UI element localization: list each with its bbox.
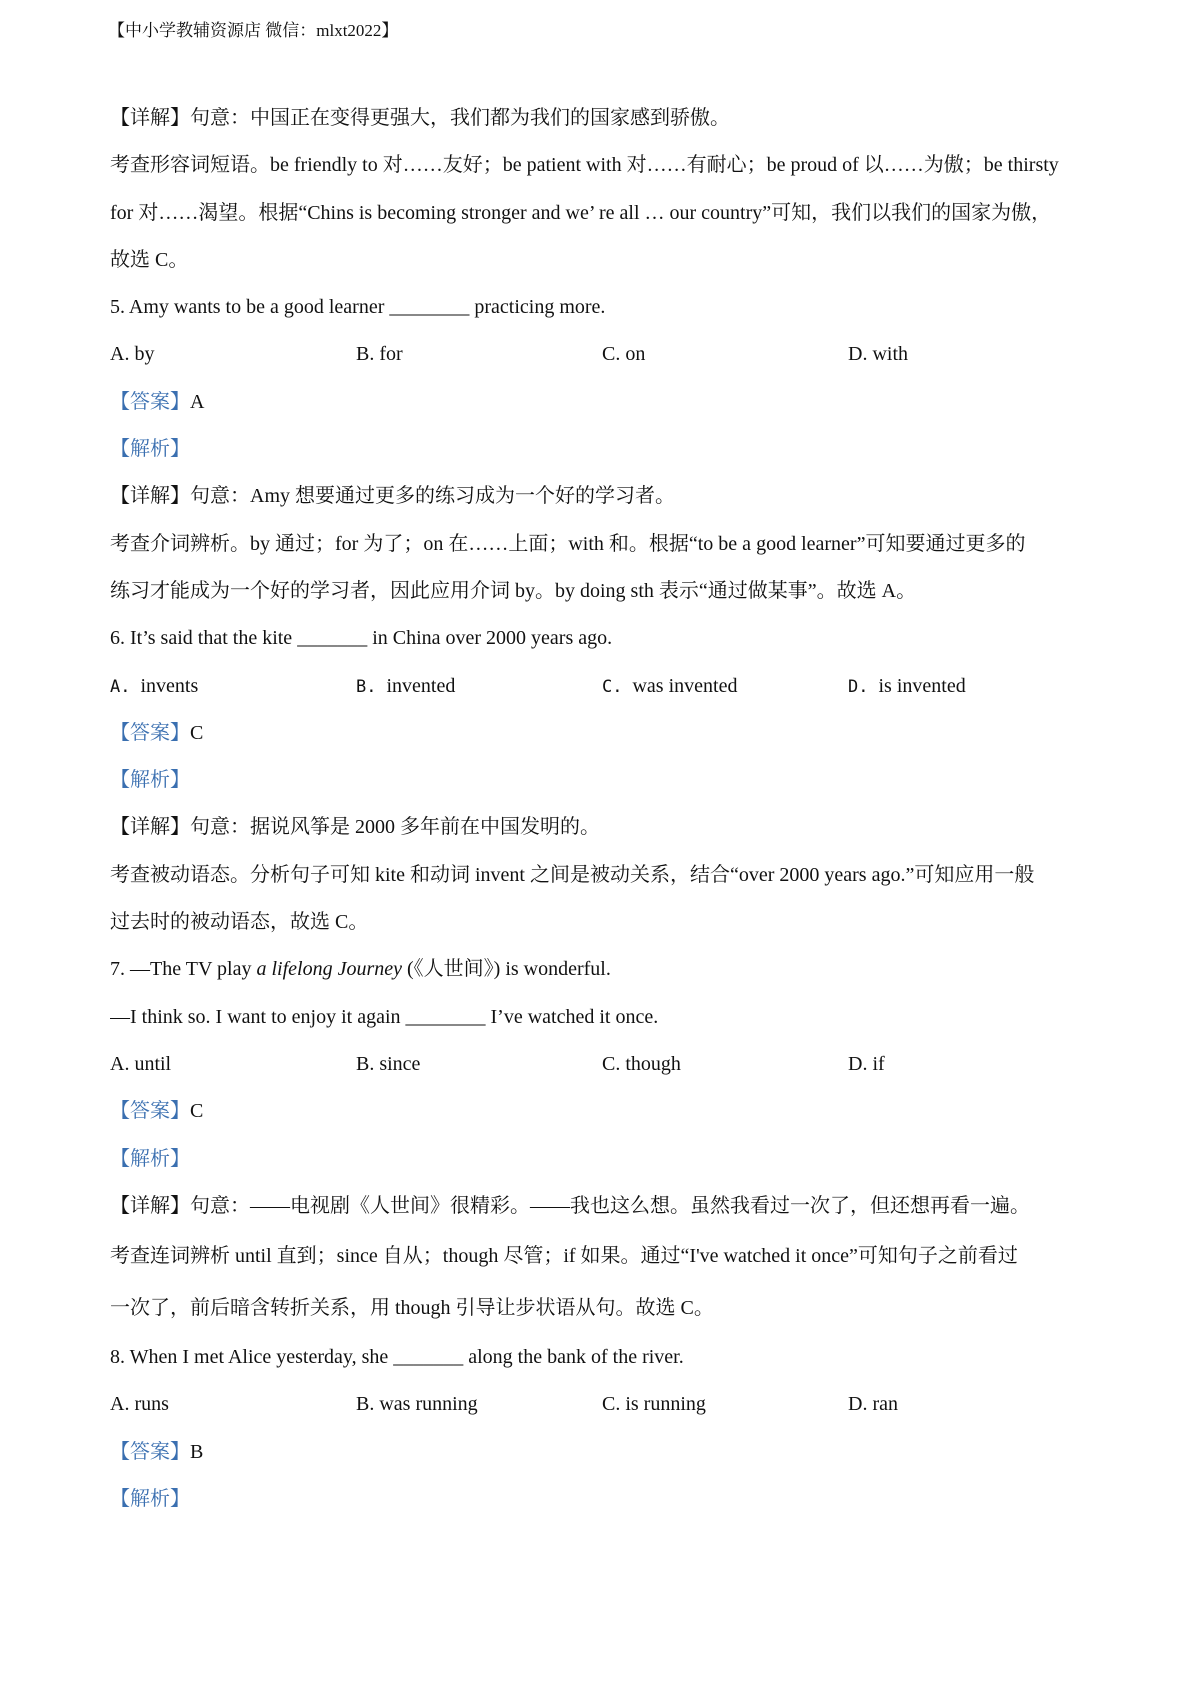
q5-stem: 5. Amy wants to be a good learner ________ practicing more.: [110, 296, 606, 319]
q5-detail: [110, 473, 1100, 520]
option-a: A. runs: [110, 1393, 169, 1416]
q5-analysis-label: 【解析】: [110, 438, 190, 461]
option-letter: A.: [110, 676, 131, 697]
detail-label: 【详解】: [110, 107, 190, 129]
option-d: D. ran: [848, 1393, 898, 1416]
option-d: D. with: [848, 343, 908, 366]
q6-explanation-line: 过去时的被动语态，故选 C。: [110, 911, 369, 934]
detail-text: 句意：——电视剧《人世间》很精彩。——我也这么想。虽然我看过一次了，但还想再看一遍。: [190, 1194, 1030, 1217]
q5-options: [110, 331, 1100, 378]
q7-analysis-label: 【解析】: [110, 1147, 190, 1170]
q8-stem: 8. When I met Alice yesterday, she _______ along the bank of the river.: [110, 1346, 684, 1369]
q5-explanation-line: 练习才能成为一个好的学习者，因此应用介词 by。by doing sth 表示“通过做某事”。故选 A。: [110, 579, 917, 602]
option-letter: C.: [602, 676, 623, 697]
option-letter: B.: [356, 676, 377, 697]
q5-explanation-line: 考查介词辨析。by 通过；for 为了；on 在……上面；with 和。根据“to be a good learner”可知要通过更多的: [110, 532, 1026, 555]
option-b: B. for: [356, 343, 403, 366]
q8-answer: [110, 1429, 1100, 1476]
q8-options: [110, 1381, 1100, 1428]
q7-explanation-line: 考查连词辨析 until 直到；since 自从；though 尽管；if 如果。通过“I've watched it once”可知句子之前看过: [110, 1245, 1018, 1268]
answer-label: 【答案】: [110, 721, 190, 744]
q6-answer: [110, 710, 1100, 757]
stem-suffix: (《人世间》) is wonderful.: [402, 958, 611, 981]
option-d: [848, 663, 966, 711]
q6-analysis-label: 【解析】: [110, 769, 190, 792]
detail-label: 【详解】: [110, 1194, 190, 1217]
q4-explanation-line: 考查形容词短语。be friendly to 对……友好；be patient with 对……有耐心；be proud of 以……为傲；be thirsty: [110, 154, 1059, 177]
q8-analysis-label: 【解析】: [110, 1488, 190, 1511]
q7-stem: [110, 946, 1100, 993]
detail-text: 句意：中国正在变得更强大，我们都为我们的国家感到骄傲。: [190, 107, 730, 129]
option-a: [110, 663, 198, 711]
option-text: invents: [140, 674, 199, 697]
option-b: B. since: [356, 1052, 421, 1075]
option-letter: D.: [848, 676, 869, 697]
watermark: 【中小学教辅资源店 微信：mlxt2022】: [108, 21, 399, 40]
answer-label: 【答案】: [110, 1100, 190, 1123]
option-b: [356, 663, 455, 711]
q4-explanation-line: 故选 C。: [110, 248, 189, 271]
q6-explanation-line: 考查被动语态。分析句子可知 kite 和动词 invent 之间是被动关系，结合“over 2000 years ago.”可知应用一般: [110, 863, 1035, 886]
answer-value: A: [190, 390, 205, 413]
option-text: was invented: [632, 674, 738, 697]
option-c: C. though: [602, 1052, 681, 1075]
answer-value: B: [190, 1440, 204, 1463]
detail-label: 【详解】: [110, 816, 190, 839]
option-a: A. by: [110, 343, 155, 366]
option-d: D. if: [848, 1052, 885, 1075]
q7-detail: [110, 1183, 1100, 1230]
detail-text: 句意：Amy 想要通过更多的练习成为一个好的学习者。: [190, 485, 675, 508]
answer-label: 【答案】: [110, 390, 190, 413]
q7-stem-2: —I think so. I want to enjoy it again ________ I’ve watched it once.: [110, 1005, 659, 1028]
answer-value: C: [190, 721, 204, 744]
q7-options: [110, 1041, 1100, 1088]
stem-title-italic: a lifelong Journey: [256, 958, 402, 981]
stem-prefix: 7. —The TV play: [110, 958, 257, 981]
q7-explanation-line: 一次了，前后暗含转折关系，用 though 引导让步状语从句。故选 C。: [110, 1297, 714, 1320]
option-c: C. is running: [602, 1393, 706, 1416]
option-text: invented: [386, 674, 456, 697]
option-text: is invented: [878, 674, 966, 697]
q6-options: [110, 663, 1100, 710]
answer-label: 【答案】: [110, 1440, 190, 1463]
document-content: [110, 95, 1100, 1523]
detail-text: 句意：据说风筝是 2000 多年前在中国发明的。: [190, 816, 600, 839]
option-c: [602, 663, 737, 711]
q6-stem: 6. It’s said that the kite _______ in China over 2000 years ago.: [110, 627, 613, 650]
option-a: A. until: [110, 1052, 172, 1075]
answer-value: C: [190, 1100, 204, 1123]
q4-explanation-line: for 对……渴望。根据“Chins is becoming stronger and we’ re all … our country”可知，我们以我们的国家为傲，: [110, 201, 1052, 224]
detail-label: 【详解】: [110, 485, 190, 508]
q4-detail: [110, 95, 1100, 142]
option-c: C. on: [602, 343, 646, 366]
q6-detail: [110, 804, 1100, 851]
q5-answer: [110, 379, 1100, 426]
q7-answer: [110, 1088, 1100, 1135]
option-b: B. was running: [356, 1393, 478, 1416]
